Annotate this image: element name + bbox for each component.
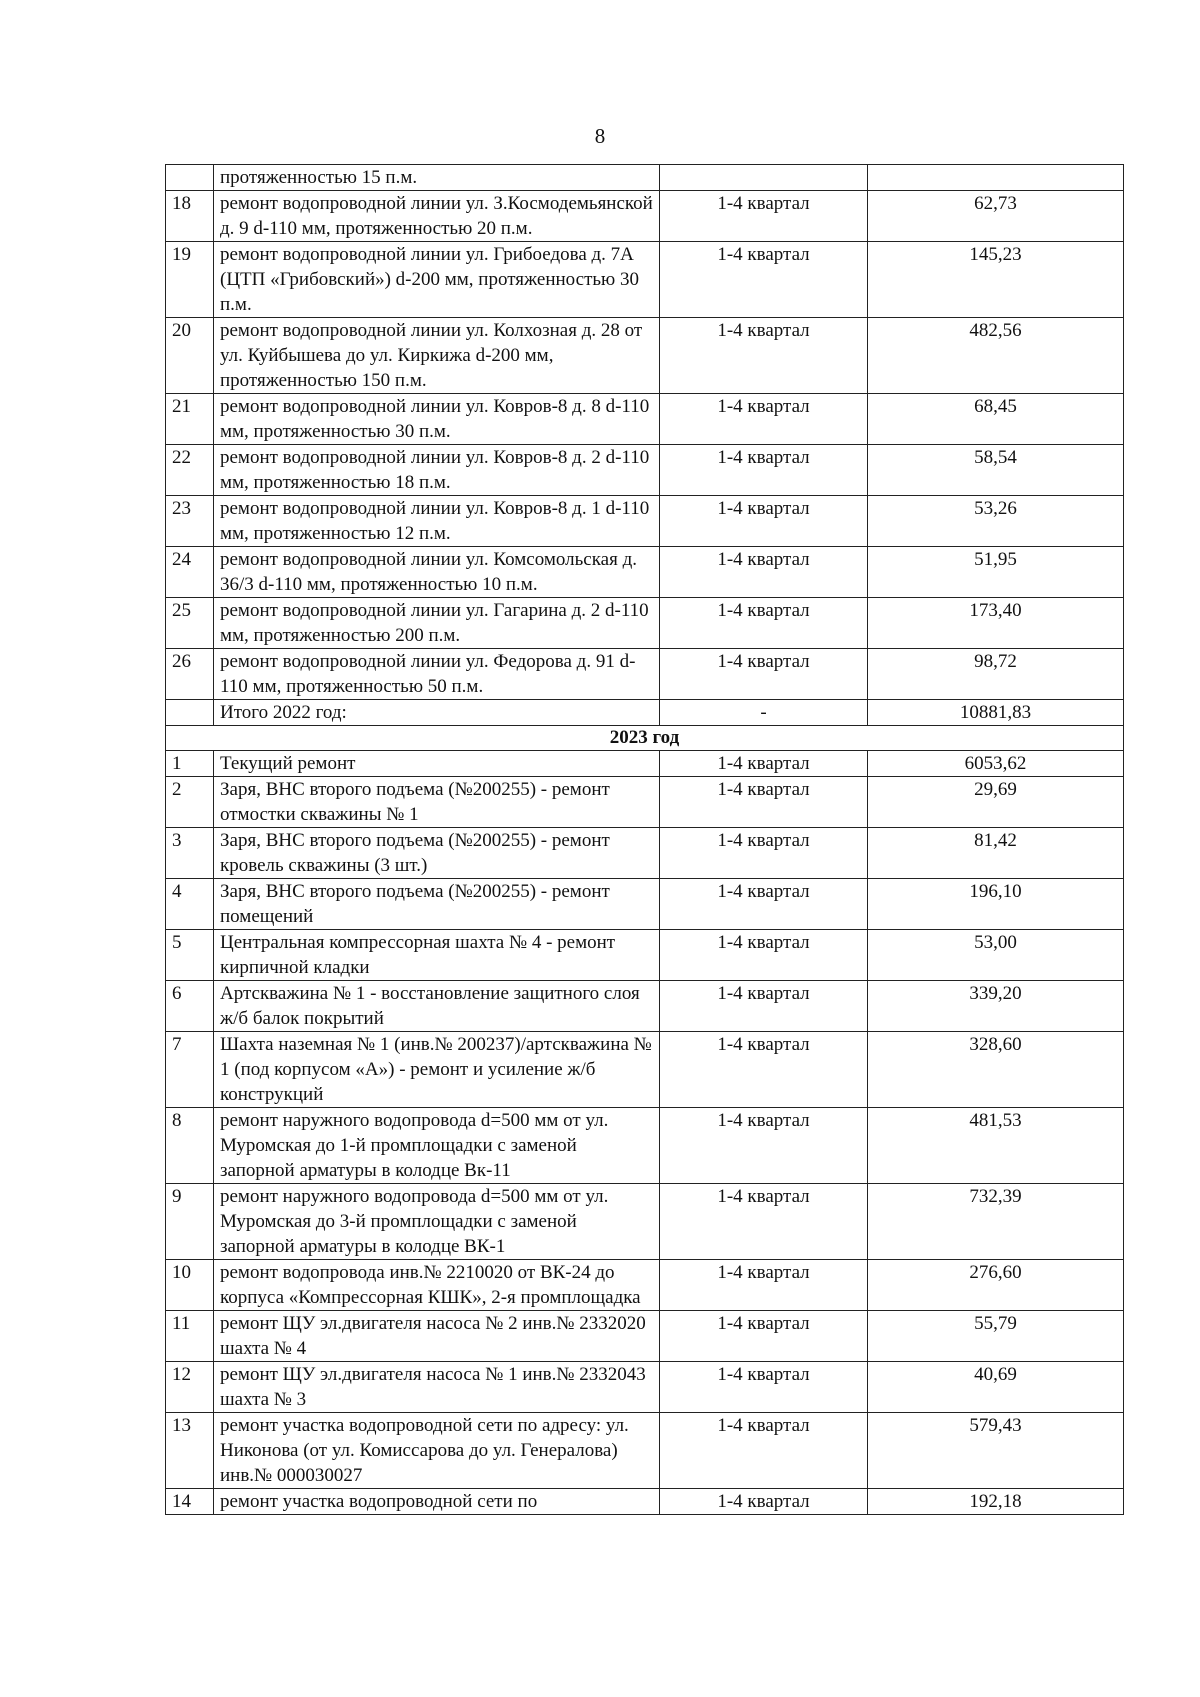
row-period: 1-4 квартал — [660, 496, 868, 547]
row-name: ремонт водопроводной линии ул. Федорова д. 91 d-110 мм, протяженностью 50 п.м. — [214, 649, 660, 700]
table-row — [166, 1362, 1124, 1413]
row-period: 1-4 квартал — [660, 1184, 868, 1260]
table-row — [166, 981, 1124, 1032]
row-number: 4 — [166, 879, 214, 930]
row-sum: 579,43 — [868, 1413, 1124, 1489]
row-number: 19 — [166, 242, 214, 318]
row-name: ремонт участка водопроводной сети по адресу: ул. Никонова (от ул. Комиссарова до ул. Генералова) инв.№ 000030027 — [214, 1413, 660, 1489]
row-sum: 40,69 — [868, 1362, 1124, 1413]
year-2023-heading: 2023 год — [166, 726, 1124, 751]
row-sum: 58,54 — [868, 445, 1124, 496]
row-sum: 29,69 — [868, 777, 1124, 828]
row-period: 1-4 квартал — [660, 751, 868, 777]
row-period: 1-4 квартал — [660, 318, 868, 394]
row-number: 25 — [166, 598, 214, 649]
budget-table — [165, 164, 1124, 1515]
row-number: 18 — [166, 191, 214, 242]
total-label: Итого 2022 год: — [214, 700, 660, 726]
page-number: 8 — [594, 124, 606, 148]
row-period: 1-4 квартал — [660, 445, 868, 496]
row-period: 1-4 квартал — [660, 981, 868, 1032]
table-row — [166, 751, 1124, 777]
row-number: 7 — [166, 1032, 214, 1108]
total-2022-section — [166, 700, 1124, 751]
row-sum: 53,26 — [868, 496, 1124, 547]
row-name: ремонт водопровода инв.№ 2210020 от ВК-24 до корпуса «Компрессорная КШК», 2-я промплощадка — [214, 1260, 660, 1311]
row-period: 1-4 квартал — [660, 547, 868, 598]
table-row — [166, 930, 1124, 981]
row-period: 1-4 квартал — [660, 1032, 868, 1108]
table-row — [166, 242, 1124, 318]
row-period: 1-4 квартал — [660, 1108, 868, 1184]
row-period: 1-4 квартал — [660, 879, 868, 930]
row-sum: 339,20 — [868, 981, 1124, 1032]
row-number: 2 — [166, 777, 214, 828]
row-name: ремонт водопроводной линии ул. Колхозная д. 28 от ул. Куйбышева до ул. Киркижа d-200 мм, протяженностью 150 п.м. — [214, 318, 660, 394]
row-name: ремонт участка водопроводной сети по — [214, 1489, 660, 1515]
row-name: ремонт водопроводной линии ул. Комсомольская д. 36/3 d-110 мм, протяженностью 10 п.м. — [214, 547, 660, 598]
row-sum: 55,79 — [868, 1311, 1124, 1362]
row-name: ремонт наружного водопровода d=500 мм от ул. Муромская до 3-й промплощадки с заменой запорной арматуры в колодце ВК-1 — [214, 1184, 660, 1260]
row-sum: 98,72 — [868, 649, 1124, 700]
row-sum: 6053,62 — [868, 751, 1124, 777]
row-sum: 62,73 — [868, 191, 1124, 242]
row-period: 1-4 квартал — [660, 1413, 868, 1489]
row-name: Центральная компрессорная шахта № 4 - ремонт кирпичной кладки — [214, 930, 660, 981]
row-sum: 145,23 — [868, 242, 1124, 318]
table-row — [166, 649, 1124, 700]
total-num-cell — [166, 700, 214, 726]
table-row — [166, 394, 1124, 445]
row-name: Текущий ремонт — [214, 751, 660, 777]
table-row — [166, 318, 1124, 394]
row-name: ремонт водопроводной линии ул. Ковров-8 д. 2 d-110 мм, протяженностью 18 п.м. — [214, 445, 660, 496]
row-period: 1-4 квартал — [660, 930, 868, 981]
table-row — [166, 879, 1124, 930]
row-name: ремонт водопроводной линии ул. Ковров-8 д. 8 d-110 мм, протяженностью 30 п.м. — [214, 394, 660, 445]
table-row — [166, 445, 1124, 496]
row-number: 20 — [166, 318, 214, 394]
row-name: ремонт водопроводной линии ул. Грибоедова д. 7А (ЦТП «Грибовский») d-200 мм, протяженностью 30 п.м. — [214, 242, 660, 318]
row-sum: 481,53 — [868, 1108, 1124, 1184]
row-period: 1-4 квартал — [660, 777, 868, 828]
row-number: 6 — [166, 981, 214, 1032]
row-period: 1-4 квартал — [660, 1260, 868, 1311]
row-name: протяженностью 15 п.м. — [214, 165, 660, 191]
row-period: 1-4 квартал — [660, 1311, 868, 1362]
row-sum: 328,60 — [868, 1032, 1124, 1108]
table-row — [166, 1108, 1124, 1184]
table-row — [166, 496, 1124, 547]
row-period — [660, 165, 868, 191]
row-sum: 196,10 — [868, 879, 1124, 930]
row-sum: 68,45 — [868, 394, 1124, 445]
row-number: 9 — [166, 1184, 214, 1260]
row-number: 1 — [166, 751, 214, 777]
rows-2022 — [166, 165, 1124, 700]
row-period: 1-4 квартал — [660, 649, 868, 700]
table-row — [166, 1413, 1124, 1489]
row-period: 1-4 квартал — [660, 242, 868, 318]
row-name: Заря, ВНС второго подъема (№200255) - ремонт отмостки скважины № 1 — [214, 777, 660, 828]
row-name: ремонт водопроводной линии ул. Ковров-8 д. 1 d-110 мм, протяженностью 12 п.м. — [214, 496, 660, 547]
row-period: 1-4 квартал — [660, 394, 868, 445]
row-number: 8 — [166, 1108, 214, 1184]
rows-2023 — [166, 751, 1124, 1515]
table-row — [166, 598, 1124, 649]
row-number: 22 — [166, 445, 214, 496]
row-number: 5 — [166, 930, 214, 981]
row-period: 1-4 квартал — [660, 828, 868, 879]
row-number: 26 — [166, 649, 214, 700]
total-period: - — [660, 700, 868, 726]
year-heading-row — [166, 726, 1124, 751]
table-row — [166, 1489, 1124, 1515]
table-row — [166, 1032, 1124, 1108]
row-name: ремонт ЩУ эл.двигателя насоса № 2 инв.№ 2332020 шахта № 4 — [214, 1311, 660, 1362]
row-name: ремонт водопроводной линии ул. З.Космодемьянской д. 9 d-110 мм, протяженностью 20 п.м. — [214, 191, 660, 242]
row-name: Заря, ВНС второго подъема (№200255) - ремонт кровель скважины (3 шт.) — [214, 828, 660, 879]
row-period: 1-4 квартал — [660, 1362, 868, 1413]
row-number: 10 — [166, 1260, 214, 1311]
row-period: 1-4 квартал — [660, 598, 868, 649]
row-sum — [868, 165, 1124, 191]
table-row — [166, 191, 1124, 242]
row-sum: 173,40 — [868, 598, 1124, 649]
row-number: 23 — [166, 496, 214, 547]
row-name: ремонт ЩУ эл.двигателя насоса № 1 инв.№ 2332043 шахта № 3 — [214, 1362, 660, 1413]
row-sum: 192,18 — [868, 1489, 1124, 1515]
row-number: 3 — [166, 828, 214, 879]
row-number — [166, 165, 214, 191]
row-sum: 81,42 — [868, 828, 1124, 879]
table-row — [166, 1184, 1124, 1260]
table-row — [166, 1311, 1124, 1362]
row-sum: 53,00 — [868, 930, 1124, 981]
row-number: 21 — [166, 394, 214, 445]
table-row — [166, 165, 1124, 191]
row-number: 13 — [166, 1413, 214, 1489]
row-sum: 276,60 — [868, 1260, 1124, 1311]
table-row — [166, 547, 1124, 598]
row-name: ремонт водопроводной линии ул. Гагарина д. 2 d-110 мм, протяженностью 200 п.м. — [214, 598, 660, 649]
row-period: 1-4 квартал — [660, 1489, 868, 1515]
row-sum: 51,95 — [868, 547, 1124, 598]
row-name: Шахта наземная № 1 (инв.№ 200237)/артскважина № 1 (под корпусом «А») - ремонт и усиление ж/б конструкций — [214, 1032, 660, 1108]
table-row — [166, 777, 1124, 828]
row-name: Артскважина № 1 - восстановление защитного слоя ж/б балок покрытий — [214, 981, 660, 1032]
row-sum: 732,39 — [868, 1184, 1124, 1260]
row-number: 14 — [166, 1489, 214, 1515]
row-number: 24 — [166, 547, 214, 598]
row-period: 1-4 квартал — [660, 191, 868, 242]
total-row-2022 — [166, 700, 1124, 726]
row-name: Заря, ВНС второго подъема (№200255) - ремонт помещений — [214, 879, 660, 930]
row-number: 11 — [166, 1311, 214, 1362]
total-sum: 10881,83 — [868, 700, 1124, 726]
row-name: ремонт наружного водопровода d=500 мм от ул. Муромская до 1-й промплощадки с заменой запорной арматуры в колодце Вк-11 — [214, 1108, 660, 1184]
row-sum: 482,56 — [868, 318, 1124, 394]
row-number: 12 — [166, 1362, 214, 1413]
table-row — [166, 828, 1124, 879]
table-row — [166, 1260, 1124, 1311]
